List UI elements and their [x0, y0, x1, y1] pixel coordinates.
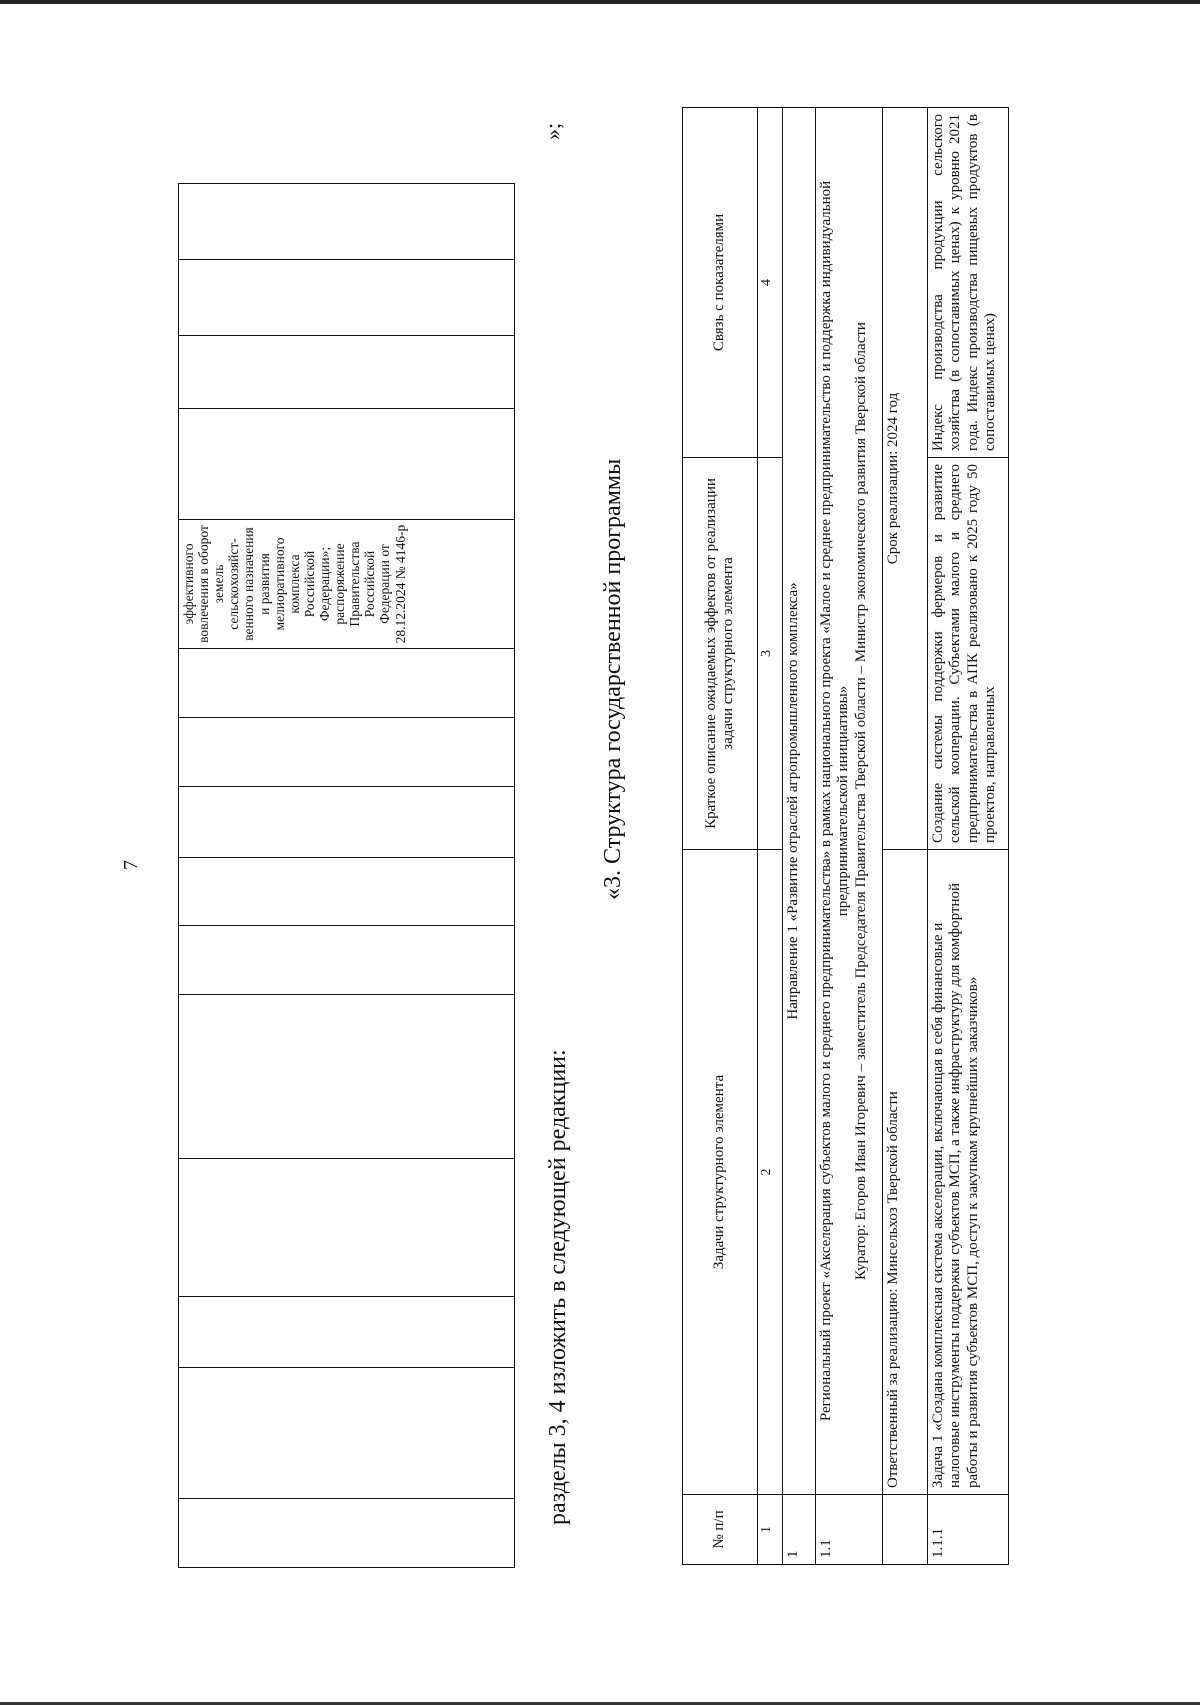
responsible-executor: Ответственный за реализацию: Минсельхоз Тверской области: [883, 850, 928, 1495]
column-number: 4: [758, 108, 783, 458]
project-row: [816, 108, 883, 1565]
task-row: [928, 108, 1009, 1565]
empty-cell: [883, 1495, 928, 1565]
table-cell: [179, 1159, 515, 1297]
table-cell: [179, 718, 515, 787]
table-cell: [179, 1297, 515, 1368]
table-cell: [179, 260, 515, 336]
table-cell: [179, 858, 515, 926]
direction-text: Направление 1 «Развитие отраслей агропромышленного комплекса»: [783, 108, 816, 1495]
table-cell: [179, 1368, 515, 1499]
responsible-row: [883, 108, 928, 1565]
table-cell: [179, 1499, 515, 1568]
task-description: Задача 1 «Создана комплексная система акселерации, включающая в себя финансовые и налоговые инструменты поддержки субъектов МСП, а также инфраструктуру для комфортной работы и развития субъектов МСП, доступ к закупкам крупнейших заказчиков»: [928, 850, 1009, 1495]
header-effects: Краткое описание ожидаемых эффектов от реализации задачи структурного элемента: [683, 458, 758, 850]
project-description: [816, 108, 883, 1495]
task-effects: Создание системы поддержки фермеров и развитие сельской кооперации. Субъектами малого и среднего предпринимательства в АПК реализовано к 2025 году 50 проектов, направленных: [928, 458, 1009, 850]
table-cell: [179, 336, 515, 409]
program-structure-table: [682, 107, 1009, 1565]
section-title: «3. Структура государственной программы: [600, 458, 626, 900]
table-cell: [179, 409, 515, 520]
upper-continuation-table: [178, 183, 515, 1568]
direction-number: 1: [783, 1495, 816, 1565]
table-header-row: [683, 108, 758, 1565]
header-number: № п/п: [683, 1495, 758, 1565]
table-cell: [179, 995, 515, 1159]
project-number: 1.1: [816, 1495, 883, 1565]
amendment-intro-line: разделы 3, 4 изложить в следующей редакции:: [545, 1049, 571, 1525]
table-cell: [179, 787, 515, 858]
table-cell: [179, 184, 515, 260]
table-cell: [179, 520, 515, 649]
task-indicators: Индекс производства продукции сельского хозяйства (в сопоставимых ценах) к уровню 2021 года. Индекс производства пищевых продуктов (в сопоставимых ценах): [928, 108, 1009, 458]
header-indicators: Связь с показателями: [683, 108, 758, 458]
direction-row: [783, 108, 816, 1565]
table-cell: [179, 649, 515, 718]
table-cell: [179, 926, 515, 995]
page-number: 7: [120, 860, 142, 870]
normative-act-text: эффективного вовлечения в оборот земель сельскохозяйст-венного назначения и развития мелиоративного комплекса Российской Федерации»; распоряжение Правительства Российской Федерации от 28.12.2024 № 4146-р: [181, 524, 408, 644]
table-row: [179, 184, 515, 1568]
column-number: 1: [758, 1495, 783, 1565]
column-number: 3: [758, 458, 783, 850]
column-number: 2: [758, 850, 783, 1495]
header-tasks: Задачи структурного элемента: [683, 850, 758, 1495]
project-curator: Куратор: Егоров Иван Игоревич – заместитель Председателя Правительства Тверской области – Министр экономического развития Тверской области: [852, 322, 869, 1280]
column-number-row: [758, 108, 783, 1565]
closing-quote-mark: »;: [540, 122, 565, 140]
implementation-term: Срок реализации: 2024 год: [883, 108, 928, 850]
project-title: Региональный проект «Акселерация субъектов малого и среднего предпринимательства» в рамках национального проекта «Малое и среднее предпринимательство и поддержка индивидуальной предпринимательской инициативы»: [818, 180, 852, 1422]
task-number: 1.1.1: [928, 1495, 1009, 1565]
